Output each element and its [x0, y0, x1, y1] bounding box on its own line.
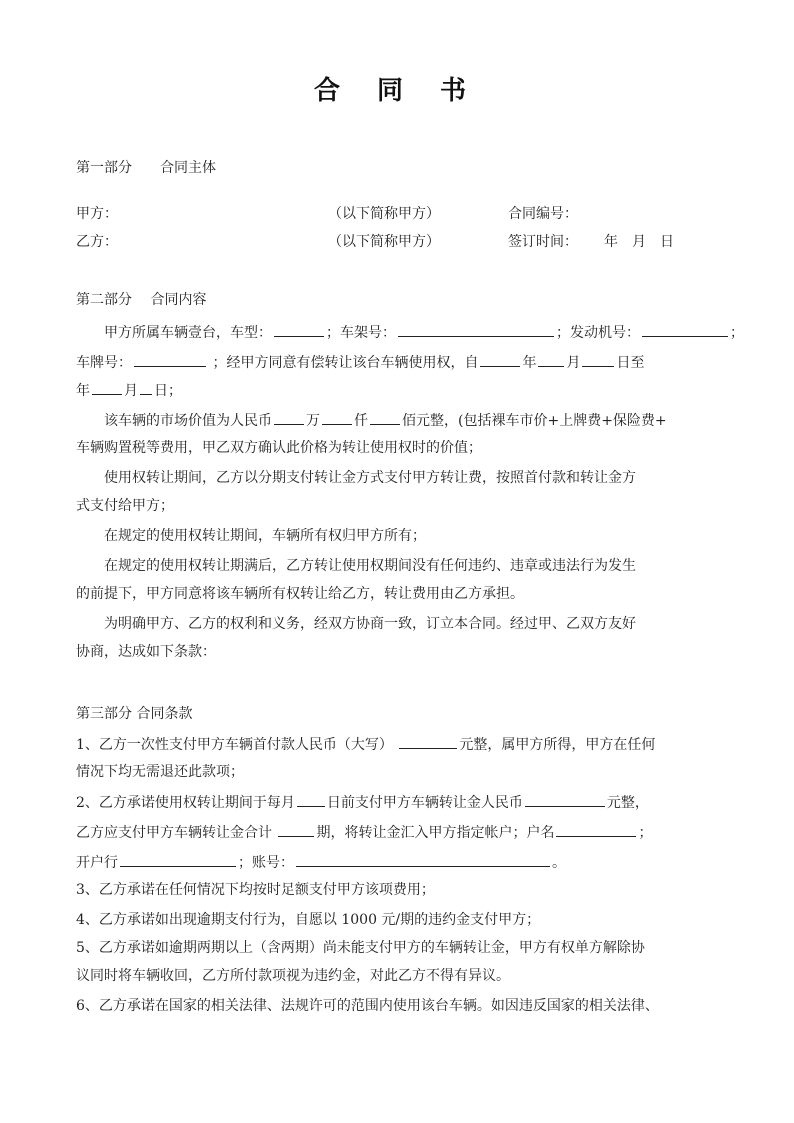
semicolon: ； [638, 825, 653, 841]
bank-blank[interactable] [120, 852, 236, 867]
sign-date-value: 年 月 日 [604, 234, 674, 250]
monthly-day-blank[interactable] [297, 792, 325, 807]
down-payment-blank[interactable] [399, 734, 457, 749]
part2-heading: 第二部分 合同内容 [76, 292, 207, 308]
installments-blank[interactable] [278, 822, 314, 837]
ownership-line: 在规定的使用权转让期间，车辆所有权归甲方所有； [104, 528, 426, 544]
wan-label: 万 [306, 413, 320, 429]
contract-number-label: 合同编号： [508, 206, 578, 222]
clause-4: 4、乙方承诺如出现逾期支付行为，自愿以 1000 元/期的违约金支付甲方； [76, 912, 541, 928]
end-day-blank[interactable] [140, 380, 152, 395]
start-month-blank[interactable] [538, 352, 564, 367]
start-day-blank[interactable] [582, 352, 614, 367]
monthly-amount-blank[interactable] [525, 792, 605, 807]
down-payment-label: 1、乙方一次性支付甲方车辆首付款人民币（大写） [76, 737, 393, 753]
clause-2-line-2 [76, 822, 652, 843]
document-title: 合 同 书 [313, 76, 481, 106]
end-year-label: 年 [76, 383, 90, 399]
clause-1-line-1 [76, 734, 655, 755]
vehicle-info-line-2 [76, 352, 644, 373]
start-year-blank[interactable] [480, 352, 520, 367]
market-value-line-2: 车辆购置税等费用，甲乙双方确认此价格为转让使用权时的价值； [76, 440, 482, 456]
clause-5-line-2: 议同时将车辆收回，乙方所付款项视为违约金，对此乙方不得有异议。 [76, 968, 510, 984]
bank-label: 开户行 [76, 855, 118, 871]
qian-blank[interactable] [322, 410, 352, 425]
payment-method-line-2: 式支付给甲方； [76, 498, 174, 514]
monthly-day-label: 2、乙方承诺使用权转让期间于每月 [76, 795, 295, 811]
engine-no-blank[interactable] [642, 322, 728, 337]
yuan-label: 元整， [606, 795, 649, 811]
part3-heading: 第三部分 合同条款 [76, 706, 193, 722]
account-name-label: 期，将转让金汇入甲方指定帐户；户名 [316, 825, 555, 841]
party-b-label: 乙方： [76, 234, 118, 250]
account-no-blank[interactable] [296, 852, 550, 867]
ownership-transfer-line-1: 在规定的使用权转让期满后，乙方转让使用权期间没有任何违约、违章或违法行为发生 [104, 558, 636, 574]
agreement-line-2: 协商，达成如下条款： [76, 644, 216, 660]
plate-no-blank[interactable] [134, 352, 206, 367]
end-month-label: 月 [124, 383, 138, 399]
account-no-label: ；账号： [238, 855, 294, 871]
vehicle-info-line-3 [76, 380, 182, 401]
clause-5-line-1: 5、乙方承诺如逾期两期以上（含两期）尚未能支付甲方的车辆转让金，甲方有权单方解除协 [76, 940, 645, 956]
vehicle-model-blank[interactable] [274, 322, 324, 337]
vin-label: ；车架号： [326, 325, 396, 341]
market-value-line-1 [104, 410, 667, 431]
clause-3: 3、乙方承诺在任何情况下均按时足额支付甲方该项费用； [76, 882, 435, 898]
down-payment-detail: 元整，属甲方所得，甲方在任何 [459, 737, 656, 753]
party-b-alias: （以下简称甲方） [328, 234, 440, 250]
market-value-label: 该车辆的市场价值为人民币 [104, 413, 272, 429]
payment-method-line-1: 使用权转让期间，乙方以分期支付转让金方式支付甲方转让费，按照首付款和转让金方 [104, 470, 636, 486]
period: 。 [552, 855, 566, 871]
clause-1-line-2: 情况下均无需退还此款项； [76, 764, 244, 780]
end-day-label: 日； [154, 383, 182, 399]
end-month-blank[interactable] [92, 380, 122, 395]
party-a-label: 甲方： [76, 206, 118, 222]
vehicle-model-label: 甲方所属车辆壹台，车型： [104, 325, 272, 341]
sign-date-label: 签订时间： [508, 234, 578, 250]
ownership-transfer-line-2: 的前提下，甲方同意将该车辆所有权转让给乙方，转让费用由乙方承担。 [76, 586, 524, 602]
clause-6-line-1: 6、乙方承诺在国家的相关法律、法规许可的范围内使用该台车辆。如因违反国家的相关法律、 [76, 998, 659, 1014]
monthly-amount-label: 日前支付甲方车辆转让金人民币 [326, 795, 523, 811]
plate-no-label: 车牌号： [76, 355, 132, 371]
agreement-line-1: 为明确甲方、乙方的权利和义务，经双方协商一致，订立本合同。经过甲、乙双方友好 [104, 616, 636, 632]
vin-blank[interactable] [398, 322, 554, 337]
semicolon: ； [730, 325, 744, 341]
engine-no-label: ；发动机号： [556, 325, 640, 341]
month-label: 月 [566, 355, 581, 371]
party-a-alias: （以下简称甲方） [328, 206, 440, 222]
account-name-blank[interactable] [556, 822, 636, 837]
part1-heading: 第一部分 合同主体 [76, 160, 216, 176]
installments-label: 乙方应支付甲方车辆转让金合计 [76, 825, 272, 841]
clause-2-line-1 [76, 792, 649, 813]
year-label: 年 [522, 355, 537, 371]
bai-blank[interactable] [370, 410, 400, 425]
market-value-detail: 佰元整，(包括裸车市价+上牌费+保险费+ [402, 413, 667, 429]
wan-blank[interactable] [274, 410, 304, 425]
day-to-label: 日至 [616, 355, 645, 371]
transfer-clause: ；经甲方同意有偿转让该台车辆使用权，自 [212, 355, 479, 371]
clause-2-line-3 [76, 852, 566, 873]
vehicle-info-line-1 [104, 322, 744, 343]
qian-label: 仟 [354, 413, 368, 429]
